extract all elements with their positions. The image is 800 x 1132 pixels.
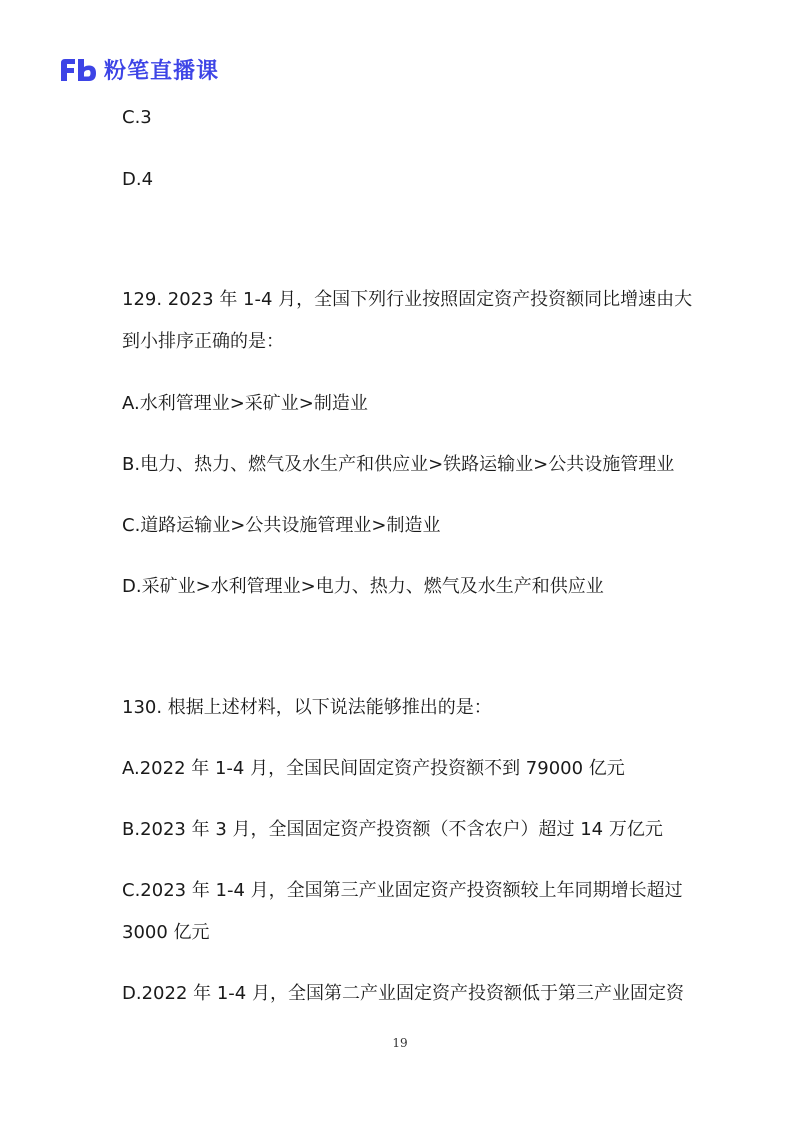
q128-option-d: D.4: [122, 169, 154, 190]
brand-logo: [58, 54, 219, 85]
q130-stem: 130. 根据上述材料，以下说法能够推出的是：: [122, 697, 492, 718]
brand-label: 粉笔直播课: [104, 59, 220, 84]
fb-logo-icon: [58, 57, 98, 83]
page-number: 19: [392, 1036, 408, 1050]
q128-option-c: C.3: [122, 107, 152, 128]
q129-stem-line1: 129. 2023 年 1-4 月，全国下列行业按照固定资产投资额同比增速由大: [122, 289, 693, 310]
q129-stem-line2: 到小排序正确的是：: [122, 331, 284, 352]
q129-option-a: A.水利管理业>采矿业>制造业: [122, 393, 368, 414]
q130-option-b: B.2023 年 3 月，全国固定资产投资额（不含农户）超过 14 万亿元: [122, 819, 663, 840]
q129-option-b: B.电力、热力、燃气及水生产和供应业>铁路运输业>公共设施管理业: [122, 454, 675, 475]
q129-option-c: C.道路运输业>公共设施管理业>制造业: [122, 515, 441, 536]
q130-option-a: A.2022 年 1-4 月，全国民间固定资产投资额不到 79000 亿元: [122, 758, 625, 779]
q130-option-c-line2: 3000 亿元: [122, 922, 210, 943]
q130-option-d-line1: D.2022 年 1-4 月，全国第二产业固定资产投资额低于第三产业固定资: [122, 983, 684, 1004]
q130-option-c-line1: C.2023 年 1-4 月，全国第三产业固定资产投资额较上年同期增长超过: [122, 880, 683, 901]
q129-option-d: D.采矿业>水利管理业>电力、热力、燃气及水生产和供应业: [122, 576, 604, 597]
